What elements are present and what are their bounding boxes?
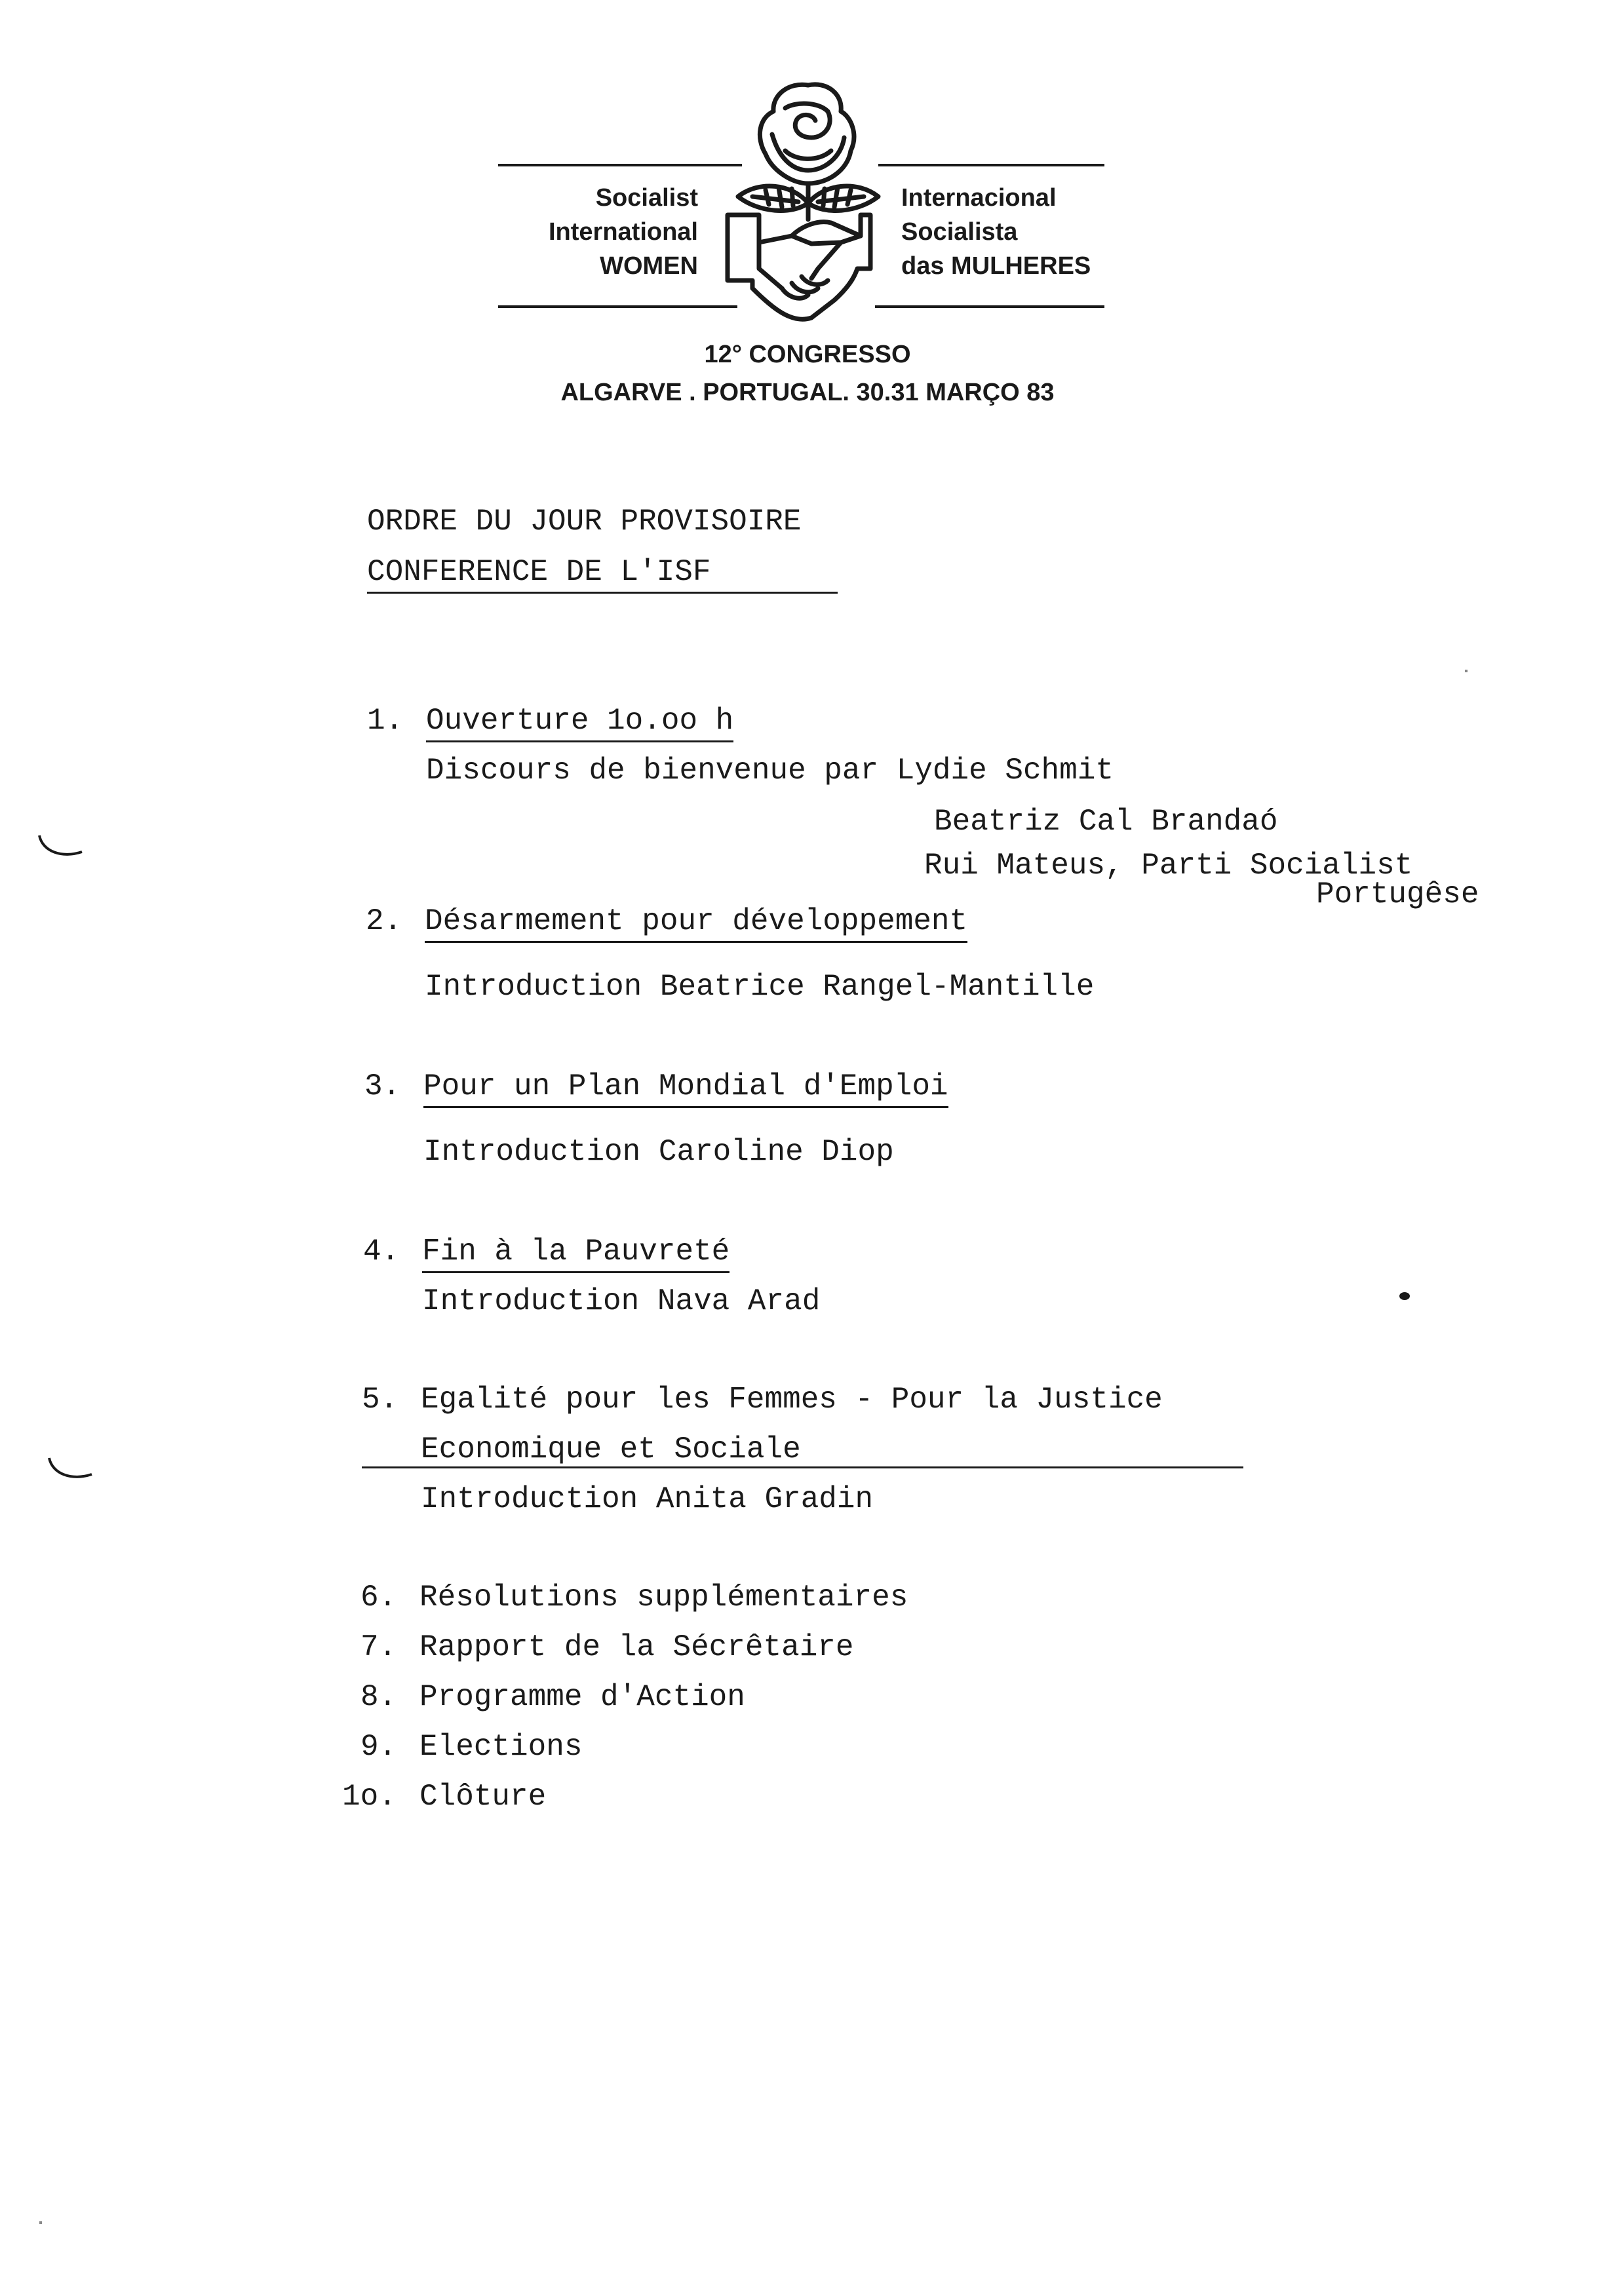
letterhead-left-line: International <box>548 218 698 246</box>
punch-hole-mark <box>36 832 88 865</box>
ink-dot <box>1399 1292 1410 1300</box>
agenda-item-number: 9. <box>360 1730 397 1764</box>
agenda-item-title: Résolutions supplémentaires <box>419 1580 908 1615</box>
agenda-item-number: 6. <box>360 1580 397 1615</box>
letterhead-left-line: Socialist <box>595 184 698 212</box>
agenda-item-speaker: Discours de bienvenue par Lydie Schmit <box>426 754 1114 788</box>
agenda-item-number: 7. <box>360 1630 397 1664</box>
agenda-item-number: 3. <box>364 1069 401 1103</box>
agenda-item-title: Egalité pour les Femmes - Pour la Justice <box>421 1383 1163 1417</box>
letterhead-left-line: WOMEN <box>600 252 698 280</box>
agenda-item-5-underline <box>362 1466 1243 1468</box>
letterhead-right-line: das MULHERES <box>901 252 1091 280</box>
letterhead-right-block <box>901 181 1111 283</box>
agenda-item-speaker: Introduction Caroline Diop <box>423 1135 894 1169</box>
agenda-item-title-continued: Economique et Sociale <box>421 1432 801 1466</box>
agenda-item-title: Rapport de la Sécrêtaire <box>419 1630 854 1664</box>
rose-handshake-icon <box>720 72 897 328</box>
letterhead-rule-bottom-left <box>498 305 737 308</box>
agenda-heading: ORDRE DU JOUR PROVISOIRE <box>367 505 802 539</box>
agenda-item-number: 4. <box>363 1234 400 1269</box>
agenda-item-speaker: Introduction Anita Gradin <box>421 1482 874 1516</box>
agenda-item-number: 1. <box>367 704 404 738</box>
letterhead-rule-bottom-right <box>875 305 1104 308</box>
letterhead-rule-top-right <box>878 164 1104 166</box>
agenda-item-title: Ouverture 1o.oo h <box>426 702 733 742</box>
congress-location: ALGARVE . PORTUGAL. 30.31 MARÇO 83 <box>560 379 1055 406</box>
letterhead-left-block <box>498 181 698 283</box>
agenda-item-title: Programme d'Action <box>419 1680 745 1714</box>
agenda-item-number: 2. <box>366 904 402 938</box>
agenda-item-number: 5. <box>362 1383 399 1417</box>
letterhead-rule-top-left <box>498 164 742 166</box>
agenda-item-speaker: Introduction Beatrice Rangel-Mantille <box>425 970 1095 1004</box>
agenda-item-number: 8. <box>360 1680 397 1714</box>
punch-hole-mark <box>46 1455 98 1487</box>
agenda-item-number: 1o. <box>342 1780 397 1814</box>
additional-speaker: Rui Mateus, Parti Socialist <box>924 849 1413 883</box>
agenda-item-title: Désarmement pour développement <box>425 903 967 943</box>
agenda-item-title: Elections <box>419 1730 583 1764</box>
congress-title: 12° CONGRESSO <box>704 341 911 368</box>
additional-speaker-party: Portugêse <box>1316 877 1479 911</box>
agenda-item-title: Clôture <box>419 1780 547 1814</box>
additional-speaker: Beatriz Cal Brandaó <box>934 805 1278 839</box>
scan-speck <box>39 2221 42 2224</box>
agenda-item-speaker: Introduction Nava Arad <box>422 1284 821 1318</box>
scan-speck <box>1465 670 1468 672</box>
letterhead-right-line: Socialista <box>901 218 1018 246</box>
agenda-item-title: Pour un Plan Mondial d'Emploi <box>423 1068 948 1108</box>
agenda-item-title: Fin à la Pauvreté <box>422 1233 730 1273</box>
letterhead-right-line: Internacional <box>901 184 1057 212</box>
agenda-subheading: CONFERENCE DE L'ISF <box>367 554 838 594</box>
